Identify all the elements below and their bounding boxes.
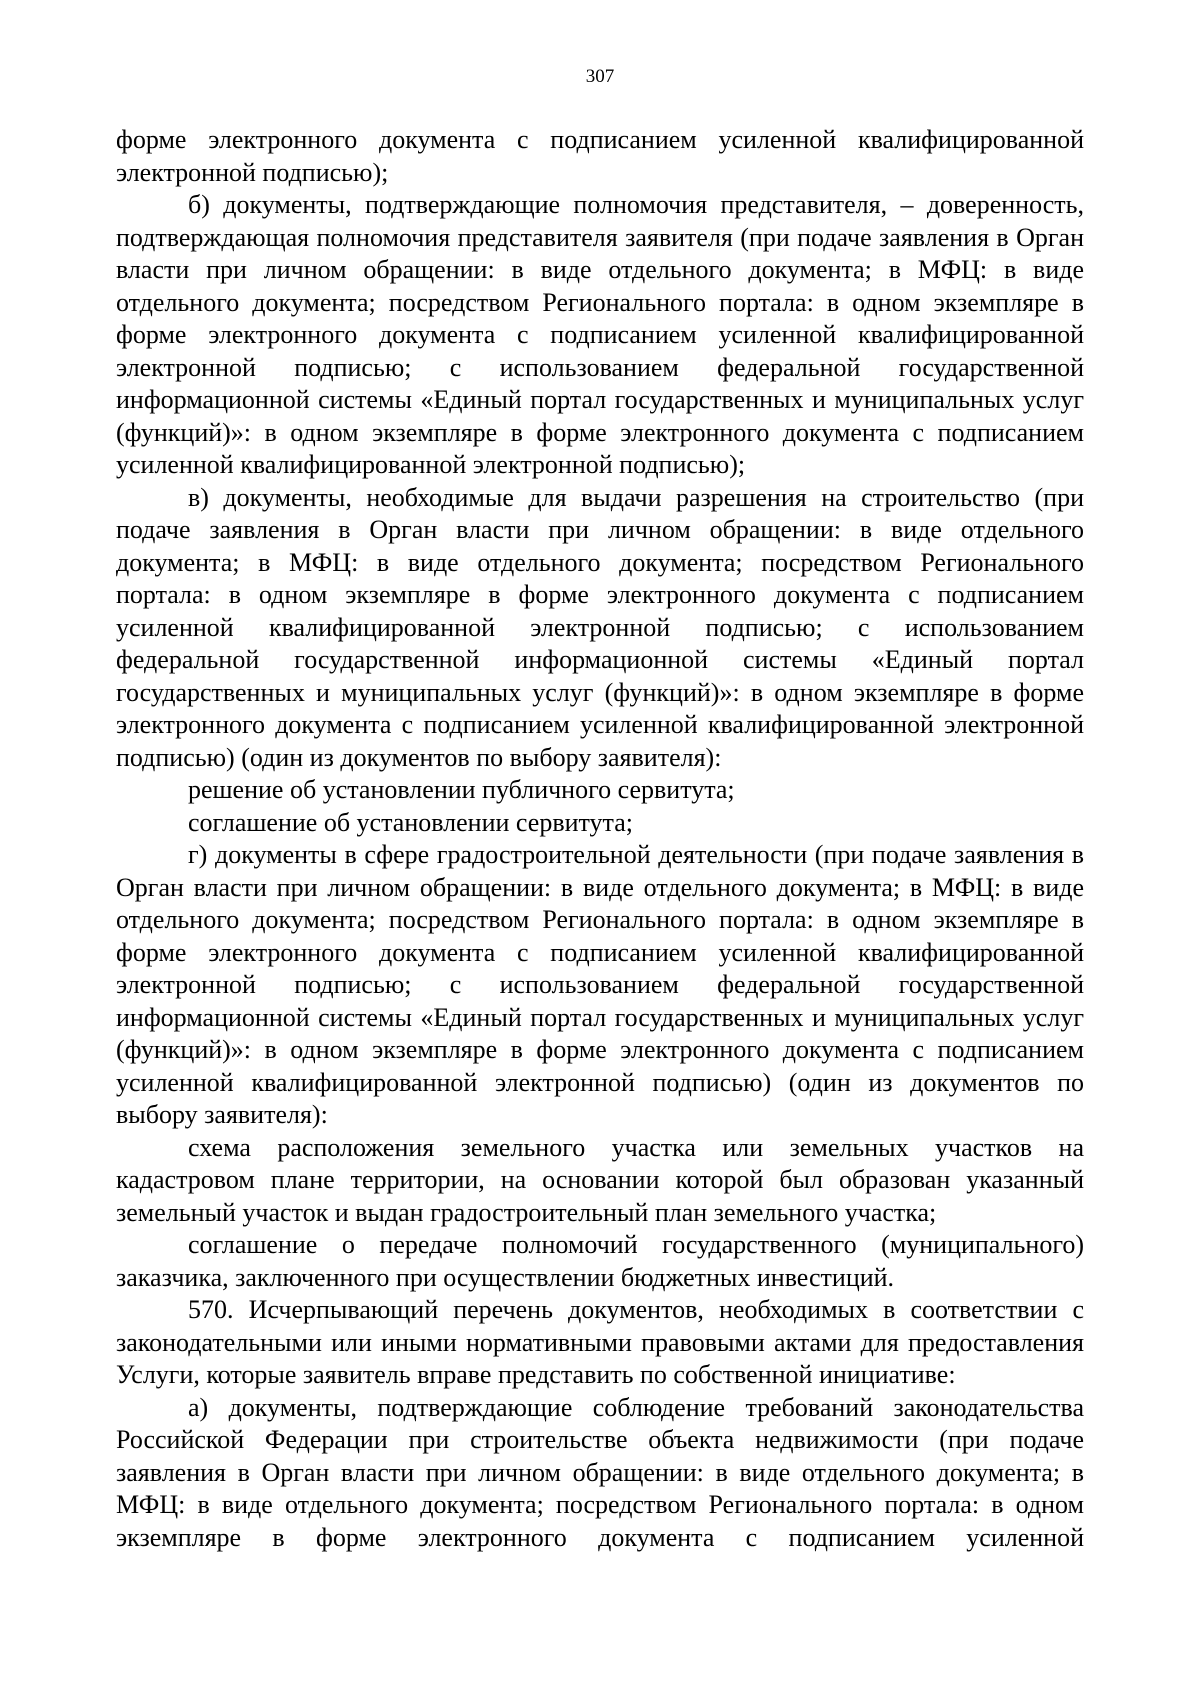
paragraph-item-g: г) документы в сфере градостроительной деятельности (при подаче заявления в Орган власти при личном обращении: в виде отдельного документа; в МФЦ: в виде отдельного документа; посредством Регионального портала: в одном экземпляре в форме электронного документа с подписанием усиленной квалифицированной электронной подписью; с использованием федеральной государственной информационной системы «Единый портал государственных и муниципальных услуг (функций)»: в одном экземпляре в форме электронного документа с подписанием усиленной квалифицированной электронной подписью) (один из документов по выбору заявителя): — [116, 840, 1084, 1129]
paragraph-clause-570: 570. Исчерпывающий перечень документов, необходимых в соответствии с законодательными или иными нормативными правовыми актами для предоставления Услуги, которые заявитель вправе представить по собственной инициативе: — [116, 1295, 1084, 1389]
paragraph-subitem-public-servitude: решение об установлении публичного сервитута; — [188, 775, 735, 804]
paragraph-item-b: б) документы, подтверждающие полномочия представителя, – доверенность, подтверждающая полномочия представителя заявителя (при подаче заявления в Орган власти при личном обращении: в виде отдельного документа; в МФЦ: в виде отдельного документа; посредством Регионального портала: в одном экземпляре в форме электронного документа с подписанием усиленной квалифицированной электронной подписью; с использованием федеральной государственной информационной системы «Единый портал государственных и муниципальных услуг (функций)»: в одном экземпляре в форме электронного документа с подписанием усиленной квалифицированной электронной подписью); — [116, 190, 1084, 479]
paragraph-continuation: форме электронного документа с подписанием усиленной квалифицированной электронной подписью); — [116, 125, 1084, 187]
paragraph-item-a: а) документы, подтверждающие соблюдение требований законодательства Российской Федерации при строительстве объекта недвижимости (при подаче заявления в Орган власти при личном обращении: в виде отдельного документа; в МФЦ: в виде отдельного документа; посредством Регионального портала: в одном экземпляре в форме электронного документа с подписанием усиленной — [116, 1392, 1084, 1552]
paragraph-subitem-authority-transfer: соглашение о передаче полномочий государственного (муниципального) заказчика, заключенного при осуществлении бюджетных инвестиций. — [116, 1230, 1084, 1292]
page-number: 307 — [585, 66, 615, 87]
paragraph-subitem-servitude-agreement: соглашение об установлении сервитута; — [188, 807, 633, 837]
paragraph-item-v: в) документы, необходимые для выдачи разрешения на строительство (при подаче заявления в Орган власти при личном обращении: в виде отдельного документа; в МФЦ: в виде отдельного документа; посредством Регионального портала: в одном экземпляре в форме электронного документа с подписанием усиленной квалифицированной электронной подписью; с использованием федеральной государственной информационной системы «Единый портал государственных и муниципальных услуг (функций)»: в одном экземпляре в форме электронного документа с подписанием усиленной квалифицированной электронной подписью) (один из документов по выбору заявителя): — [116, 482, 1084, 772]
paragraph-subitem-land-plot-scheme: схема расположения земельного участка или земельных участков на кадастровом плане территории, на основании которой был образован указанный земельный участок и выдан градостроительный план земельного участка; — [116, 1132, 1084, 1227]
page-body — [116, 124, 1084, 1554]
